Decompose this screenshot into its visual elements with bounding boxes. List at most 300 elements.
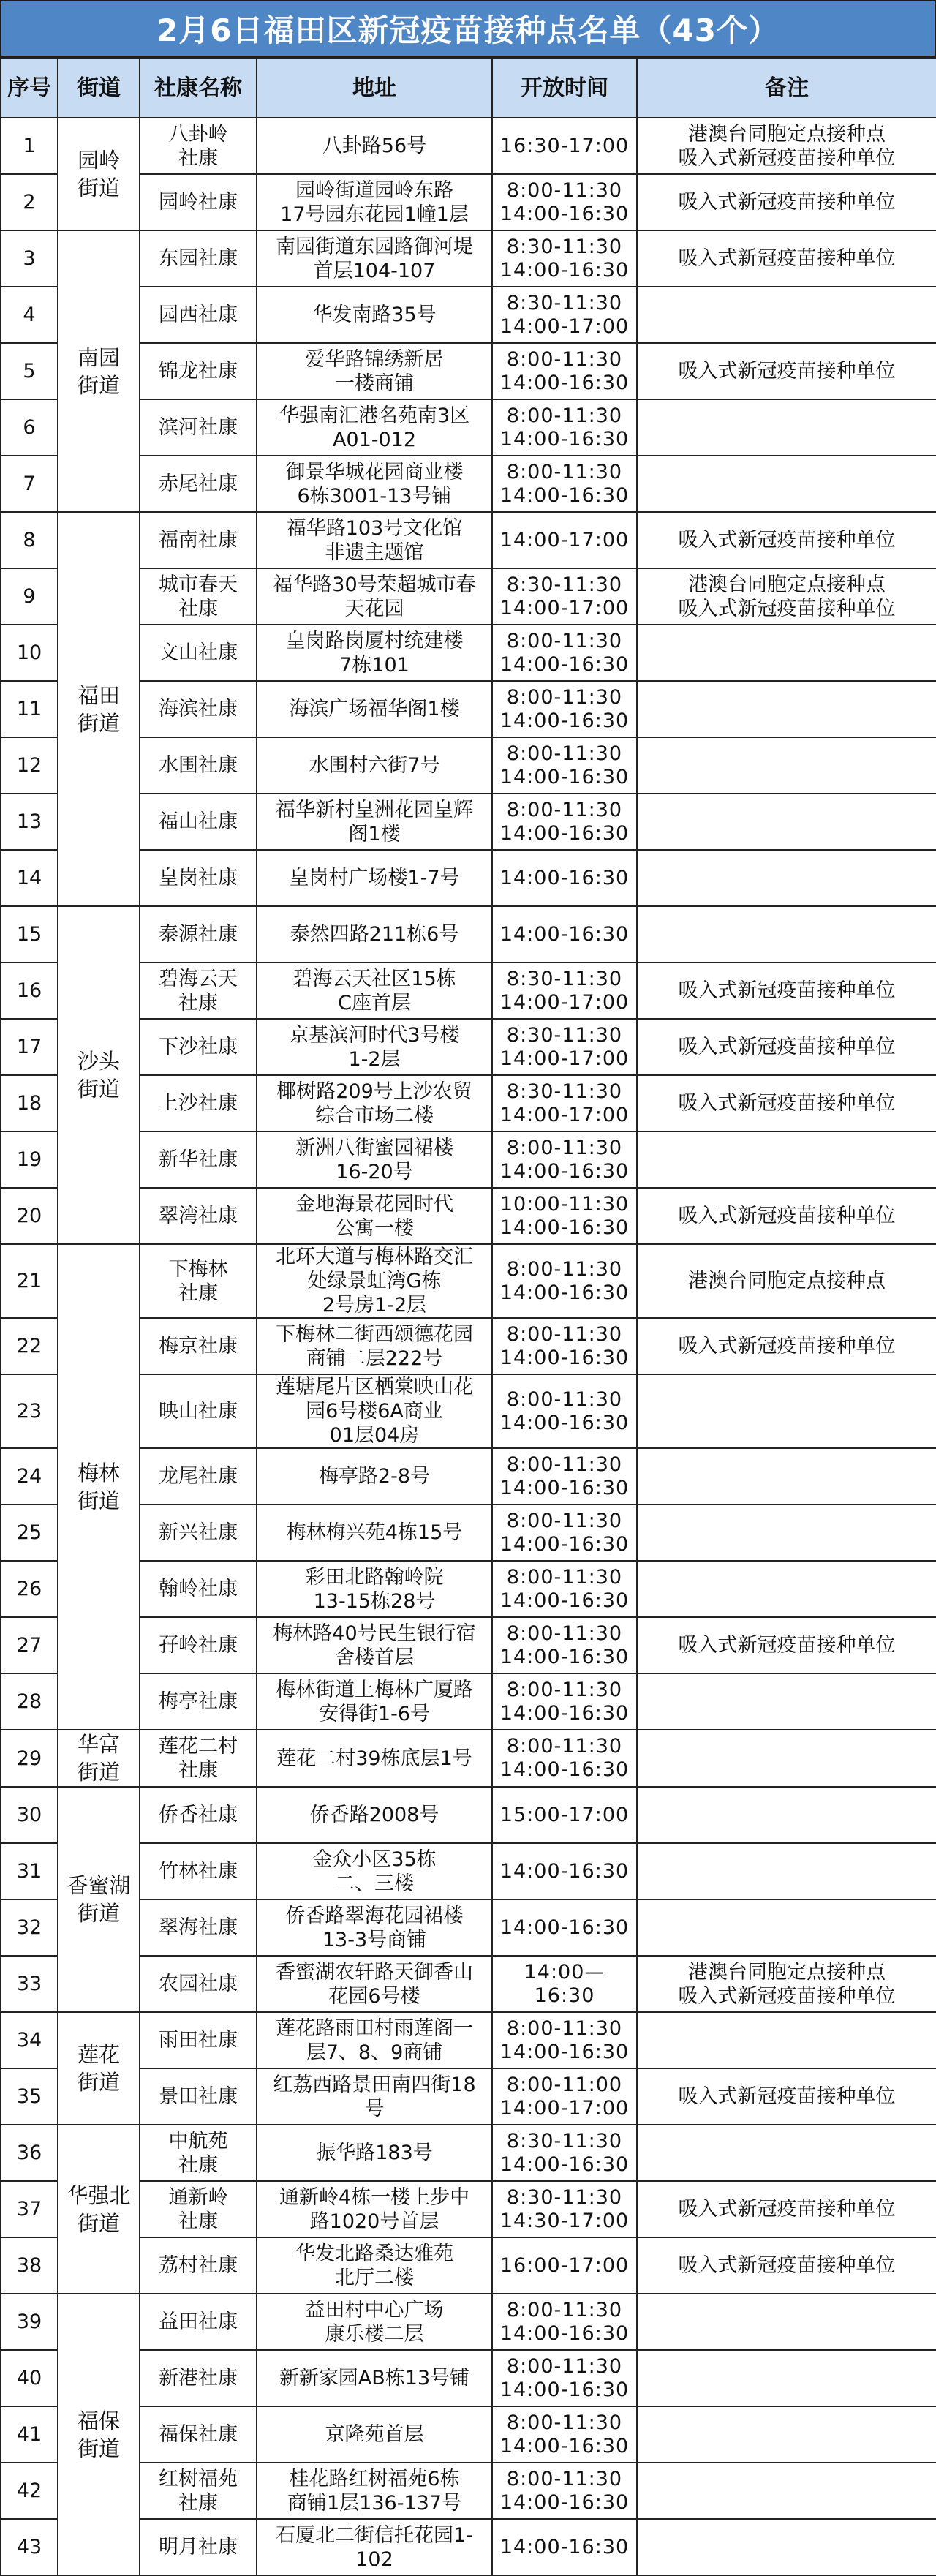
remark — [637, 2068, 936, 2125]
street-name — [58, 2125, 140, 2294]
opening-hours — [492, 850, 637, 906]
sheet-title: 2月6日福田区新冠疫苗接种点名单（43个） — [0, 0, 936, 57]
opening-hours-text: 8:00-11:30 14:00-16:30 — [499, 1322, 630, 1369]
row-number — [1, 681, 58, 737]
row-number-text: 18 — [16, 1092, 42, 1115]
opening-hours-text: 8:00-11:30 14:00-16:30 — [499, 1257, 630, 1304]
opening-hours — [492, 681, 637, 737]
community-name-text: 景田社康 — [159, 2085, 238, 2108]
row-number — [1, 1843, 58, 1899]
opening-hours-text: 14:00—16:30 — [524, 1960, 605, 2007]
address-text: 莲花二村39栋底层1号 — [276, 1747, 472, 1770]
remark — [637, 1188, 936, 1244]
header-no: 序号 — [1, 58, 58, 118]
row-number-text: 1 — [23, 135, 36, 157]
remark — [637, 2125, 936, 2181]
address — [257, 2350, 492, 2406]
address — [257, 1787, 492, 1843]
community-name — [140, 1188, 257, 1244]
community-name — [140, 2125, 257, 2181]
opening-hours-text: 8:00-11:30 14:00-16:30 — [499, 347, 630, 394]
row-number-text: 27 — [16, 1634, 42, 1657]
row-number — [1, 2519, 58, 2575]
table-row — [1, 1131, 936, 1188]
remark — [637, 1374, 936, 1448]
community-name — [140, 343, 257, 399]
opening-hours — [492, 1318, 637, 1374]
community-name-text: 龙尾社康 — [159, 1465, 238, 1488]
opening-hours — [492, 1374, 637, 1448]
address-text: 福华路30号荣超城市春 天花园 — [273, 573, 476, 620]
street-name — [58, 512, 140, 906]
row-number-text: 26 — [16, 1578, 42, 1600]
row-number — [1, 2294, 58, 2350]
opening-hours — [492, 1244, 637, 1318]
row-number-text: 25 — [16, 1521, 42, 1544]
opening-hours — [492, 963, 637, 1019]
address — [257, 906, 492, 963]
community-name-text: 锦龙社康 — [159, 360, 238, 383]
opening-hours-text: 8:00-11:30 14:00-16:30 — [499, 404, 630, 451]
row-number — [1, 230, 58, 287]
community-name-text: 荔村社康 — [159, 2254, 238, 2277]
opening-hours-text: 8:00-11:30 14:00-16:30 — [499, 178, 630, 225]
street-name — [58, 2012, 140, 2125]
community-name — [140, 2406, 257, 2463]
opening-hours — [492, 1075, 637, 1131]
opening-hours — [492, 1504, 637, 1561]
community-name-text: 孖岭社康 — [159, 1634, 238, 1657]
header-note: 备注 — [637, 58, 936, 118]
remark — [637, 1244, 936, 1318]
community-name-text: 映山社康 — [159, 1400, 238, 1423]
address — [257, 737, 492, 794]
community-name — [140, 512, 257, 568]
row-number-text: 16 — [16, 979, 42, 1002]
opening-hours-text: 14:00-16:30 — [499, 866, 630, 889]
opening-hours-text: 8:30-11:30 14:00-17:00 — [499, 291, 630, 338]
address — [257, 1504, 492, 1561]
community-name-text: 翠海社康 — [159, 1916, 238, 1939]
table-row — [1, 1448, 936, 1504]
table-row — [1, 794, 936, 850]
remark — [637, 1899, 936, 1956]
community-name — [140, 1787, 257, 1843]
row-number — [1, 1504, 58, 1561]
opening-hours-text: 10:00-11:30 14:00-16:30 — [499, 1192, 630, 1239]
remark — [637, 1561, 936, 1617]
remark — [637, 1504, 936, 1561]
row-number — [1, 1019, 58, 1075]
community-name — [140, 2012, 257, 2068]
row-number-text: 21 — [16, 1270, 42, 1292]
opening-hours-text: 8:00-11:30 14:00-16:30 — [499, 742, 630, 788]
header-street: 街道 — [58, 58, 140, 118]
row-number — [1, 1131, 58, 1188]
remark-text: 吸入式新冠疫苗接种单位 — [678, 979, 896, 1002]
row-number-text: 17 — [16, 1036, 42, 1058]
community-name-text: 滨河社康 — [159, 416, 238, 439]
address-text: 金众小区35栋 二、三楼 — [312, 1848, 437, 1895]
row-number — [1, 2406, 58, 2463]
row-number-text: 8 — [23, 529, 36, 551]
community-name-text: 八卦岭 社康 — [168, 122, 228, 170]
remark-text: 港澳台同胞定点接种点 吸入式新冠疫苗接种单位 — [678, 573, 896, 620]
opening-hours — [492, 1617, 637, 1673]
table-row — [1, 2181, 936, 2237]
remark — [637, 1075, 936, 1131]
row-number-text: 5 — [23, 360, 36, 383]
opening-hours — [492, 2237, 637, 2294]
address-text: 侨香路2008号 — [309, 1804, 439, 1826]
address-text: 华强南汇港名苑南3区 A01-012 — [279, 404, 470, 451]
address — [257, 2519, 492, 2575]
remark-text: 吸入式新冠疫苗接种单位 — [678, 1634, 896, 1657]
table-row — [1, 1617, 936, 1673]
row-number — [1, 850, 58, 906]
table-row — [1, 512, 936, 568]
street-name — [58, 1730, 140, 1787]
row-number-text: 11 — [16, 698, 42, 720]
opening-hours-text: 8:00-11:30 14:00-16:30 — [499, 460, 630, 507]
opening-hours — [492, 287, 637, 343]
street-name — [58, 1244, 140, 1730]
community-name-text: 赤尾社康 — [159, 472, 238, 495]
row-number — [1, 906, 58, 963]
community-name-text: 园岭社康 — [159, 191, 238, 214]
row-number-text: 30 — [16, 1804, 42, 1826]
community-name — [140, 2237, 257, 2294]
community-name — [140, 568, 257, 625]
address-text: 桂花路红树福苑6栋 商铺1层136-137号 — [287, 2467, 461, 2515]
community-name-text: 福保社康 — [159, 2423, 238, 2446]
address-text: 泰然四路211栋6号 — [290, 923, 459, 946]
row-number-text: 9 — [23, 585, 36, 608]
remark — [637, 118, 936, 174]
opening-hours-text: 8:00-11:00 14:00-17:00 — [499, 2073, 630, 2120]
row-number — [1, 963, 58, 1019]
community-name-text: 上沙社康 — [159, 1092, 238, 1115]
table-row — [1, 287, 936, 343]
address-text: 新新家园AB栋13号铺 — [279, 2367, 470, 2389]
row-number — [1, 2125, 58, 2181]
opening-hours-text: 8:00-11:30 14:00-16:30 — [499, 1453, 630, 1499]
row-number-text: 7 — [23, 472, 36, 495]
opening-hours-text: 8:30-11:30 14:00-17:00 — [499, 573, 630, 619]
community-name-text: 梅亭社康 — [159, 1690, 238, 1713]
opening-hours — [492, 230, 637, 287]
remark — [637, 681, 936, 737]
remark — [637, 456, 936, 512]
opening-hours — [492, 2406, 637, 2463]
address-text: 梅亭路2-8号 — [318, 1465, 431, 1488]
address — [257, 681, 492, 737]
remark — [637, 963, 936, 1019]
opening-hours-text: 8:00-11:30 14:00-16:30 — [499, 1735, 630, 1781]
address — [257, 2294, 492, 2350]
remark — [637, 1131, 936, 1188]
community-name-text: 雨田社康 — [159, 2029, 238, 2052]
community-name-text: 益田社康 — [159, 2311, 238, 2333]
row-number-text: 42 — [16, 2479, 42, 2502]
opening-hours — [492, 2125, 637, 2181]
opening-hours — [492, 1843, 637, 1899]
table-row — [1, 681, 936, 737]
table-body — [1, 118, 936, 2575]
address-text: 园岭街道园岭东路 17号园东花园1幢1层 — [280, 178, 469, 226]
opening-hours — [492, 343, 637, 399]
address — [257, 1188, 492, 1244]
address-text: 侨香路翠海花园裙楼 13-3号商铺 — [285, 1904, 464, 1951]
opening-hours — [492, 737, 637, 794]
address-text: 碧海云天社区15栋 C座首层 — [292, 967, 456, 1014]
opening-hours — [492, 2294, 637, 2350]
remark — [637, 2406, 936, 2463]
vaccination-site-table — [0, 57, 936, 2576]
row-number-text: 34 — [16, 2029, 42, 2052]
table-row — [1, 1561, 936, 1617]
opening-hours — [492, 2519, 637, 2575]
table-row — [1, 1787, 936, 1843]
row-number-text: 12 — [16, 754, 42, 777]
row-number-text: 13 — [16, 810, 42, 833]
opening-hours — [492, 906, 637, 963]
opening-hours-text: 8:00-11:30 14:00-16:30 — [499, 2467, 630, 2514]
row-number-text: 20 — [16, 1205, 42, 1227]
table-row — [1, 737, 936, 794]
table-row — [1, 1730, 936, 1787]
address-text: 华发北路桑达雅苑 北厅二楼 — [295, 2242, 453, 2289]
community-name-text: 下梅林 社康 — [168, 1257, 228, 1305]
remark — [637, 2294, 936, 2350]
row-number-text: 43 — [16, 2536, 42, 2558]
community-name — [140, 1956, 257, 2012]
remark — [637, 625, 936, 681]
opening-hours-text: 8:00-11:30 14:00-16:30 — [499, 2411, 630, 2458]
remark — [637, 2237, 936, 2294]
remark-text: 港澳台同胞定点接种点 — [688, 1270, 886, 1292]
community-name — [140, 2519, 257, 2575]
row-number — [1, 287, 58, 343]
community-name — [140, 174, 257, 230]
address-text: 莲花路雨田村雨莲阁一 层7、8、9商铺 — [276, 2016, 473, 2064]
community-name-text: 新华社康 — [159, 1148, 238, 1171]
address — [257, 2068, 492, 2125]
row-number — [1, 2237, 58, 2294]
community-name-text: 通新岭 社康 — [168, 2185, 228, 2233]
opening-hours — [492, 1188, 637, 1244]
row-number — [1, 512, 58, 568]
table-row — [1, 174, 936, 230]
address-text: 新洲八街蜜园裙楼 16-20号 — [295, 1136, 453, 1183]
street-name — [58, 118, 140, 230]
opening-hours-text: 8:30-11:30 14:30-17:00 — [499, 2185, 630, 2232]
address — [257, 2125, 492, 2181]
address-text: 海滨广场福华阁1楼 — [289, 698, 460, 720]
opening-hours-text: 8:00-11:30 14:00-16:30 — [499, 2016, 630, 2063]
table-row — [1, 2519, 936, 2575]
opening-hours-text: 14:00-16:30 — [499, 1916, 630, 1939]
opening-hours — [492, 794, 637, 850]
row-number-text: 33 — [16, 1973, 42, 1995]
address — [257, 1617, 492, 1673]
address — [257, 1131, 492, 1188]
remark — [637, 794, 936, 850]
row-number — [1, 1730, 58, 1787]
row-number — [1, 1075, 58, 1131]
remark — [637, 568, 936, 625]
opening-hours-text: 8:00-11:30 14:00-16:30 — [499, 1678, 630, 1725]
opening-hours-text: 8:00-11:30 14:00-16:30 — [499, 1387, 630, 1434]
community-name — [140, 399, 257, 456]
address-text: 红荔西路景田南四街18 号 — [273, 2073, 476, 2120]
address — [257, 2406, 492, 2463]
address — [257, 2181, 492, 2237]
address — [257, 1244, 492, 1318]
remark — [637, 343, 936, 399]
remark-text: 吸入式新冠疫苗接种单位 — [678, 1036, 896, 1058]
row-number — [1, 794, 58, 850]
community-name-text: 莲花二村 社康 — [159, 1735, 238, 1782]
address-text: 益田村中心广场 康乐楼二层 — [305, 2298, 444, 2346]
row-number — [1, 1899, 58, 1956]
table-row — [1, 2294, 936, 2350]
table-row — [1, 1899, 936, 1956]
community-name-text: 文山社康 — [159, 641, 238, 664]
street-name-text: 福田 街道 — [77, 682, 120, 736]
table-row — [1, 118, 936, 174]
row-number-text: 15 — [16, 923, 42, 946]
remark-text: 吸入式新冠疫苗接种单位 — [678, 360, 896, 383]
remark — [637, 2181, 936, 2237]
community-name-text: 泰源社康 — [159, 923, 238, 946]
remark-text: 吸入式新冠疫苗接种单位 — [678, 1205, 896, 1227]
community-name-text: 下沙社康 — [159, 1036, 238, 1058]
address — [257, 1673, 492, 1730]
address-text: 振华路183号 — [316, 2142, 433, 2164]
row-number-text: 32 — [16, 1916, 42, 1939]
opening-hours-text: 8:00-11:30 14:00-16:30 — [499, 1136, 630, 1183]
row-number — [1, 1617, 58, 1673]
community-name-text: 翰岭社康 — [159, 1578, 238, 1600]
address — [257, 512, 492, 568]
row-number — [1, 2068, 58, 2125]
header-community: 社康名称 — [140, 58, 257, 118]
row-number-text: 14 — [16, 867, 42, 889]
community-name — [140, 230, 257, 287]
address — [257, 1899, 492, 1956]
opening-hours — [492, 2012, 637, 2068]
row-number — [1, 1787, 58, 1843]
remark-text: 吸入式新冠疫苗接种单位 — [678, 2254, 896, 2277]
remark — [637, 230, 936, 287]
address-text: 彩田北路翰岭院 13-15栋28号 — [305, 1565, 444, 1613]
opening-hours — [492, 1448, 637, 1504]
street-name-text: 南园 街道 — [77, 344, 120, 398]
opening-hours — [492, 1956, 637, 2012]
row-number — [1, 1673, 58, 1730]
table-row — [1, 568, 936, 625]
street-name-text: 梅林 街道 — [77, 1461, 120, 1513]
remark — [637, 1448, 936, 1504]
community-name — [140, 456, 257, 512]
table-row — [1, 1956, 936, 2012]
address — [257, 794, 492, 850]
table-row — [1, 230, 936, 287]
community-name-text: 海滨社康 — [159, 698, 238, 720]
row-number-text: 41 — [16, 2423, 42, 2446]
row-number-text: 4 — [23, 304, 36, 326]
row-number — [1, 1188, 58, 1244]
address — [257, 1843, 492, 1899]
remark — [637, 1673, 936, 1730]
row-number-text: 28 — [16, 1690, 42, 1713]
remark — [637, 850, 936, 906]
address — [257, 118, 492, 174]
address-text: 通新岭4栋一楼上步中 路1020号首层 — [279, 2185, 470, 2233]
row-number — [1, 174, 58, 230]
remark-text: 港澳台同胞定点接种点 吸入式新冠疫苗接种单位 — [678, 122, 896, 170]
table-row — [1, 2463, 936, 2519]
address — [257, 1561, 492, 1617]
address-text: 香蜜湖农轩路天御香山 花园6号楼 — [276, 1960, 473, 2008]
community-name — [140, 906, 257, 963]
address-text: 下梅林二街西颂德花园 商铺二层222号 — [276, 1322, 473, 1370]
address-text: 椰树路209号上沙农贸 综合市场二楼 — [276, 1080, 472, 1127]
address — [257, 1448, 492, 1504]
community-name-text: 翠湾社康 — [159, 1205, 238, 1227]
opening-hours — [492, 1131, 637, 1188]
community-name — [140, 2350, 257, 2406]
community-name — [140, 850, 257, 906]
street-name-text: 香蜜湖 街道 — [67, 1873, 131, 1926]
address-text: 京基滨河时代3号楼 1-2层 — [289, 1023, 460, 1071]
address — [257, 287, 492, 343]
community-name — [140, 2181, 257, 2237]
address-text: 八卦路56号 — [322, 135, 427, 157]
row-number — [1, 2463, 58, 2519]
community-name — [140, 1318, 257, 1374]
table-row — [1, 1673, 936, 1730]
community-name — [140, 1843, 257, 1899]
row-number — [1, 1374, 58, 1448]
row-number — [1, 2012, 58, 2068]
community-name-text: 水围社康 — [159, 754, 238, 777]
remark — [637, 1019, 936, 1075]
address — [257, 2237, 492, 2294]
community-name-text: 福南社康 — [159, 529, 238, 551]
address-text: 南园街道东园路御河堤 首层104-107 — [276, 235, 473, 282]
address — [257, 568, 492, 625]
remark — [637, 174, 936, 230]
opening-hours-text: 8:00-11:30 14:00-16:30 — [499, 2354, 630, 2401]
opening-hours-text: 14:00-16:30 — [499, 2535, 630, 2558]
opening-hours — [492, 456, 637, 512]
street-name-text: 华强北 街道 — [67, 2183, 131, 2236]
address — [257, 343, 492, 399]
address-text: 御景华城花园商业楼 6栋3001-13号铺 — [285, 460, 464, 508]
address — [257, 230, 492, 287]
header-address: 地址 — [257, 58, 492, 118]
remark-text: 吸入式新冠疫苗接种单位 — [678, 2198, 896, 2221]
community-name — [140, 118, 257, 174]
street-name — [58, 1787, 140, 2012]
address — [257, 625, 492, 681]
community-name-text: 明月社康 — [159, 2536, 238, 2558]
table-row — [1, 456, 936, 512]
community-name — [140, 1131, 257, 1188]
row-number — [1, 737, 58, 794]
